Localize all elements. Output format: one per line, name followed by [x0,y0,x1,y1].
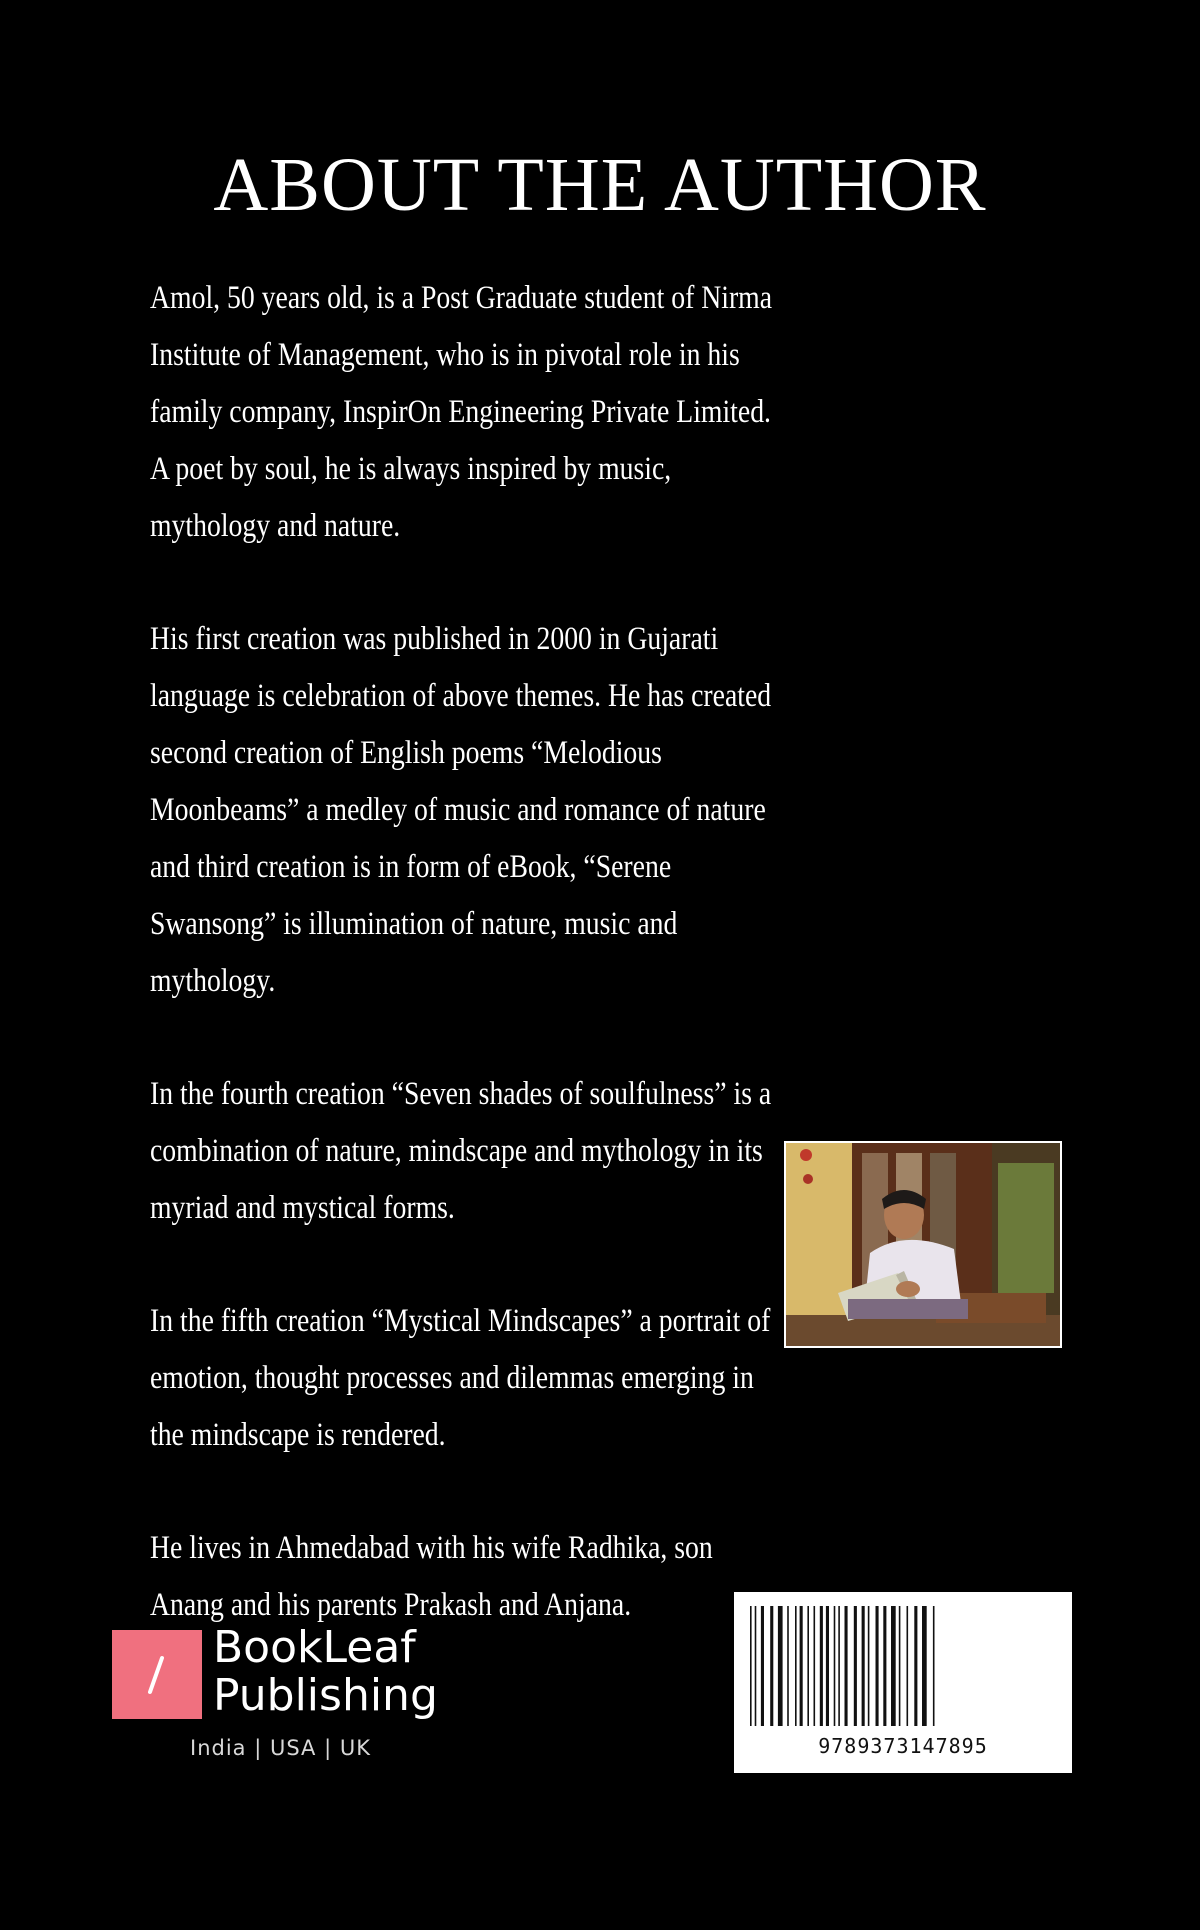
bio-paragraph-1: Amol, 50 years old, is a Post Graduate student of Nirma Institute of Management, who is in pivotal role in his family company, InspirOn Engineering Private Limited. A poet by soul, he is always inspired by music, mythology and nature. [150,280,773,544]
page-title: ABOUT THE AUTHOR [213,143,987,227]
barcode-bar [876,1606,879,1726]
publisher-name-line2: Publishing [213,1670,438,1721]
barcode-bar [826,1606,829,1726]
bio-paragraph-5: He lives in Ahmedabad with his wife Radhika, son Anang and his parents Prakash and Anjana. [150,1530,713,1623]
barcode-bar [845,1606,848,1726]
barcode-bar [868,1606,870,1726]
barcode-bar [862,1606,865,1726]
barcode-bar [899,1606,901,1726]
barcode-bar [883,1606,886,1726]
barcode-bar [914,1606,917,1726]
barcode-bar [755,1606,757,1726]
author-photo [784,1141,1062,1348]
barcode-bar [787,1606,789,1726]
barcode-bar [838,1606,840,1726]
barcode-bar [907,1606,909,1726]
barcode-bar [761,1606,764,1726]
publisher-logo [112,1622,452,1770]
publisher-regions: India | USA | UK [190,1736,371,1760]
leaf-slash-icon [112,1630,202,1719]
publisher-name-line1: BookLeaf [213,1622,416,1673]
barcode-bar [933,1606,935,1726]
barcode-bar [814,1606,816,1726]
barcode-bar [820,1606,823,1726]
bio-paragraph-4: In the fifth creation “Mystical Mindscapes” a portrait of emotion, thought processes and dilemmas emerging in the mindscape is rendered. [150,1303,771,1453]
barcode-bar [750,1606,752,1726]
author-photo-illustration [786,1143,1060,1346]
bio-paragraph-2: His first creation was published in 2000 in Gujarati language is celebration of above themes. He has created second creation of English poems “Melodious Moonbeams” a medley of music and romance of nature and third creation is in form of eBook, “Serene Swansong” is illumination of nature, music and mythology. [150,621,772,999]
barcode-bar [770,1606,773,1726]
barcode-bar [834,1606,836,1726]
barcode-bars-icon [748,1606,1058,1730]
barcode-bar [800,1606,803,1726]
isbn-number: 9789373147895 [818,1734,988,1758]
barcode-bar [807,1606,809,1726]
barcode-bar [891,1606,896,1726]
publisher-name [213,1624,438,1720]
barcode-bar [854,1606,857,1726]
isbn-barcode [734,1592,1072,1773]
barcode-bar [922,1606,927,1726]
barcode-bar [778,1606,783,1726]
barcode-bar [795,1606,797,1726]
author-bio [150,270,790,1690]
bio-paragraph-3: In the fourth creation “Seven shades of soulfulness” is a combination of nature, mindscape and mythology in its myriad and mystical forms. [150,1076,772,1226]
